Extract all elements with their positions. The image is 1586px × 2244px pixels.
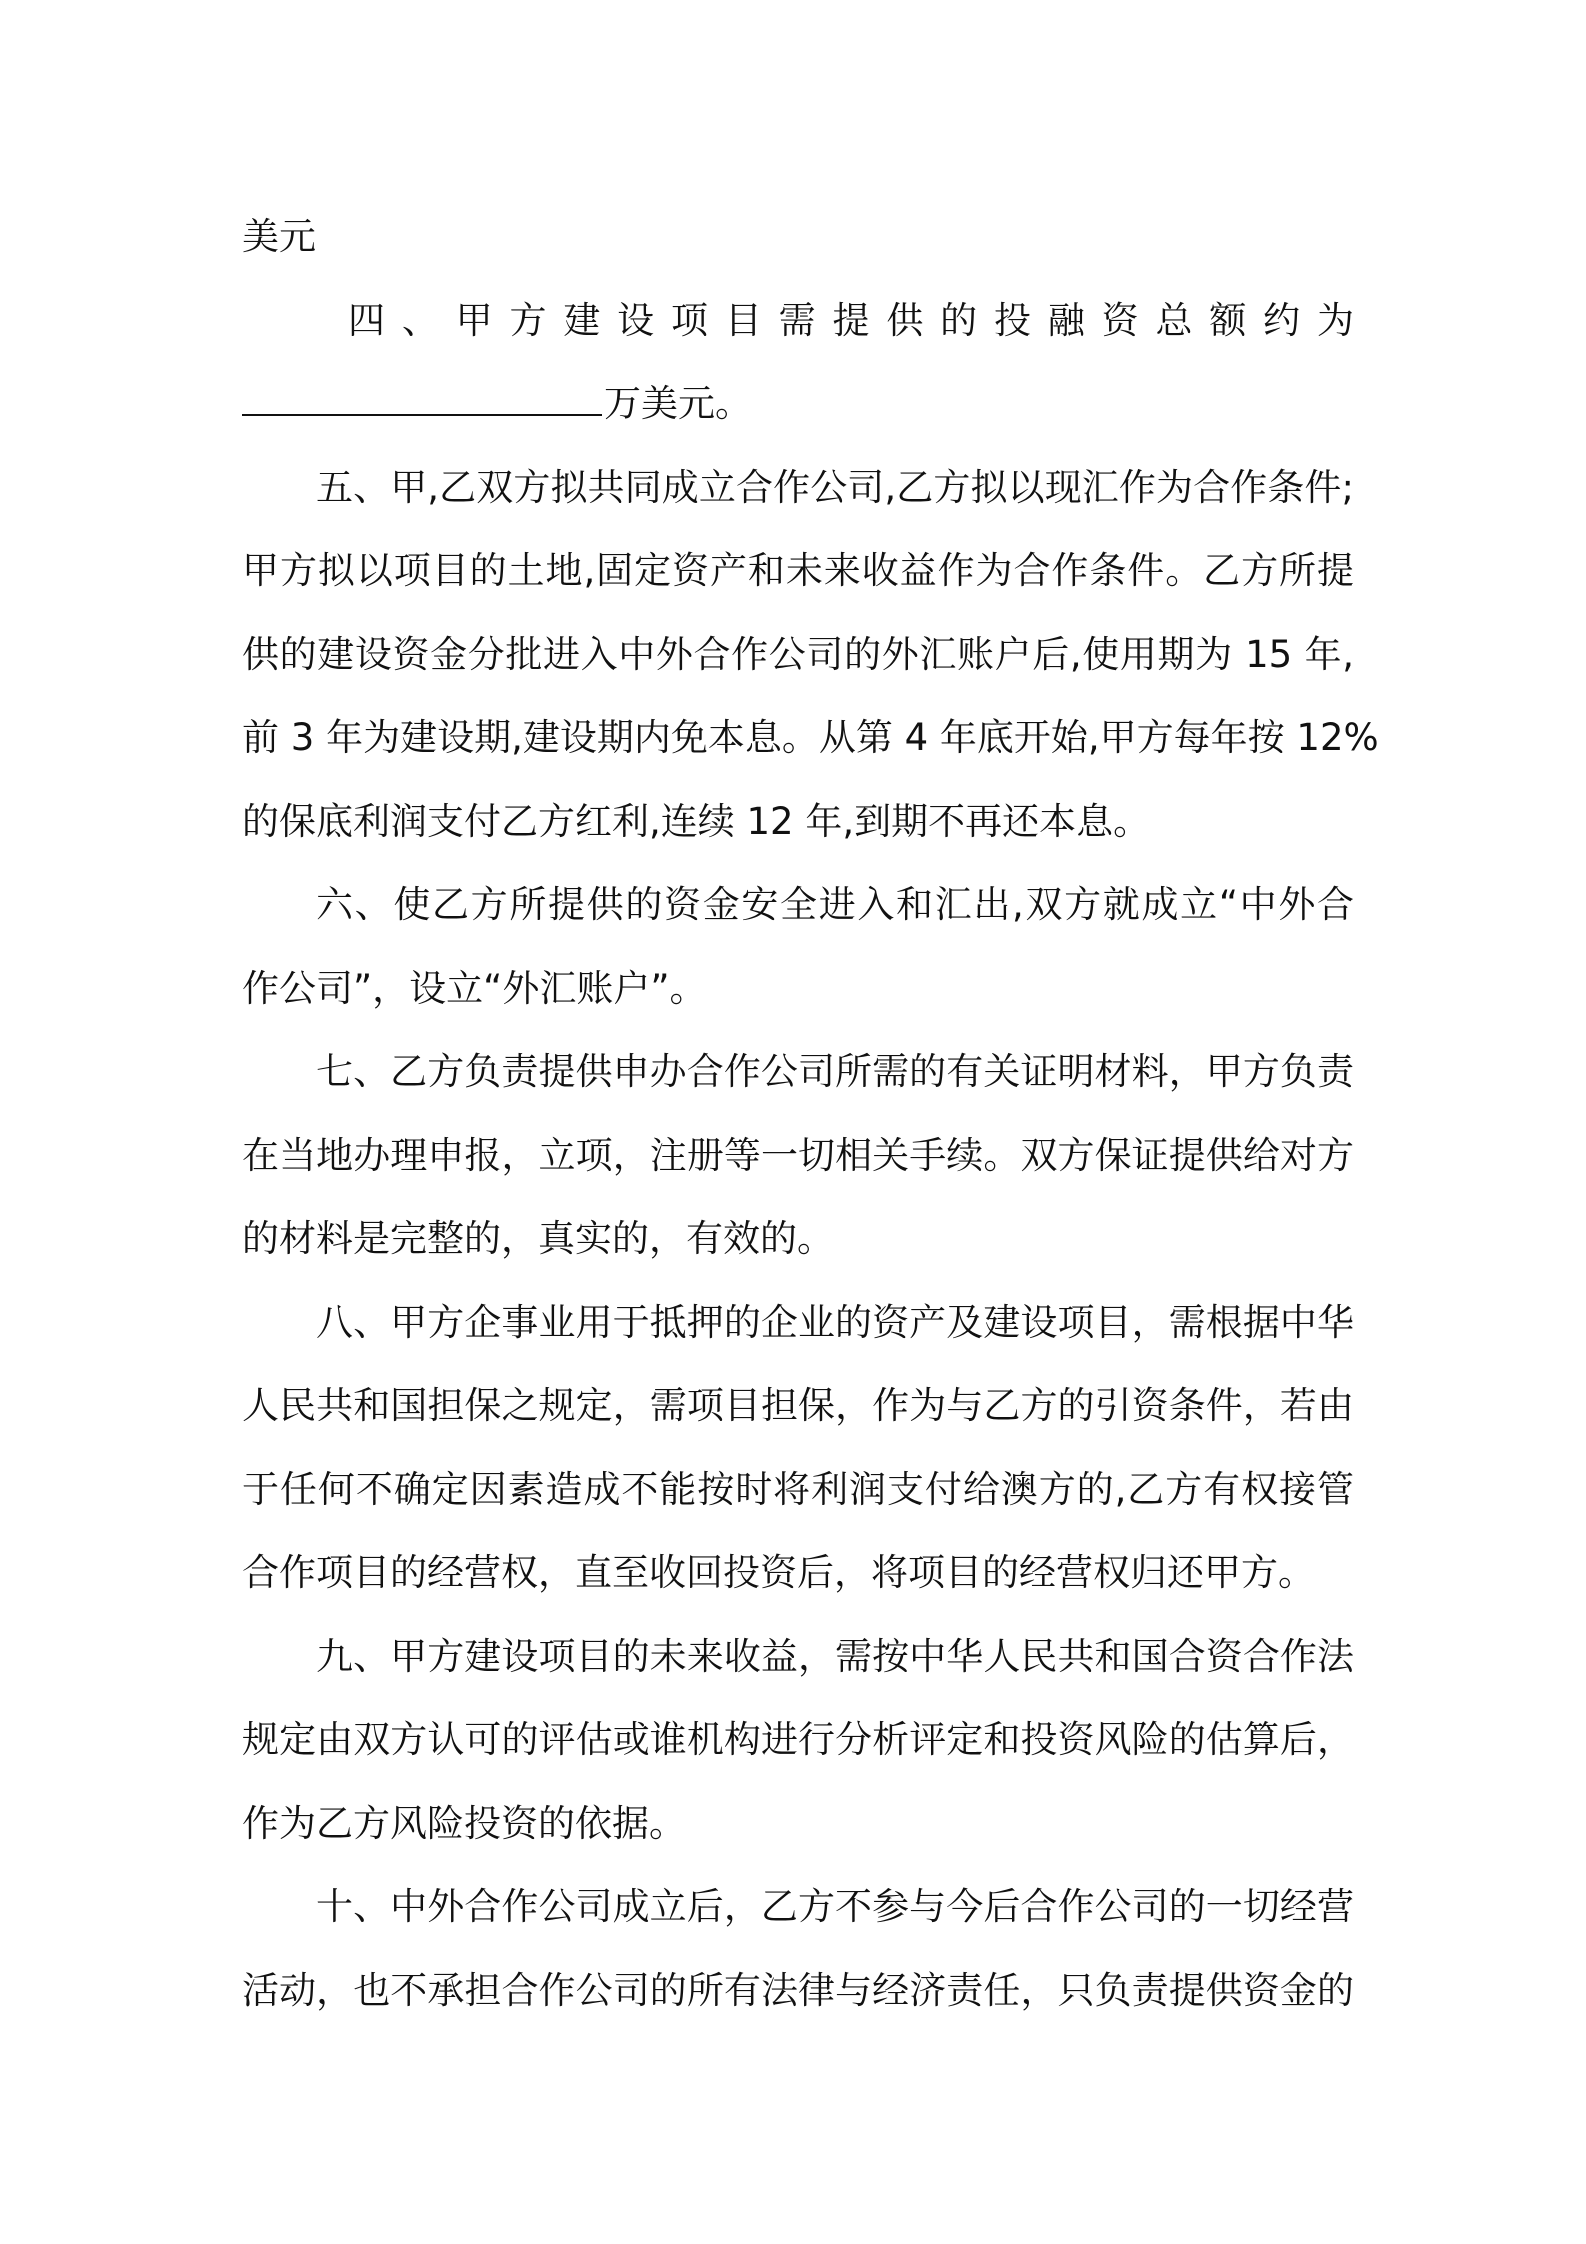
fill-in-blank [242,370,602,416]
clause-9-start: 九、甲方建设项目的未来收益，需按中华人民共和国合资合作法 [316,1634,1354,1678]
document-page [242,195,1379,2032]
clause-10-start: 十、中外合作公司成立后，乙方不参与今后合作公司的一切经营 [316,1885,1354,1928]
text-line: 于任何不确定因素造成不能按时将利润支付给澳方的,乙方有权接管 [242,1467,1354,1511]
text-line: 的保底利润支付乙方红利,连续 12 年,到期不再还本息。 [242,799,1151,843]
clause-7-start: 七、乙方负责提供申办合作公司所需的有关证明材料，甲方负责 [316,1050,1354,1093]
text-line: 作为乙方风险投资的依据。 [242,1801,686,1845]
clause-4-heading: 四 、 甲 方 建 设 项 目 需 提 供 的 投 融 资 总 额 约 为 [348,298,1354,342]
text-line: 甲方拟以项目的土地,固定资产和未来收益作为合作条件。乙方所提 [242,549,1354,592]
text-line: 作公司”，设立“外汇账户”。 [242,966,707,1010]
text-line: 活动，也不承担合作公司的所有法律与经济责任，只负责提供资金的 [242,1968,1354,2012]
text-line [242,362,1354,446]
text-line: 在当地办理申报，立项，注册等一切相关手续。双方保证提供给对方 [242,1133,1354,1177]
text-line: 前 3 年为建设期,建设期内免本息。从第 4 年底开始,甲方每年按 12% [242,716,1379,759]
text-line: 合作项目的经营权，直至收回投资后，将项目的经营权归还甲方。 [242,1551,1315,1594]
clause-5-start: 五、甲,乙双方拟共同成立合作公司,乙方拟以现汇作为合作条件; [316,465,1354,509]
amount-unit: 万美元。 [604,382,752,425]
clause-8-start: 八、甲方企事业用于抵押的企业的资产及建设项目，需根据中华 [316,1300,1354,1344]
text-line: 美元 [242,215,316,258]
text-line: 的材料是完整的，真实的，有效的。 [242,1217,834,1260]
text-line: 规定由双方认可的评估或谁机构进行分析评定和投资风险的估算后， [242,1718,1354,1761]
clause-6-start: 六、使乙方所提供的资金安全进入和汇出,双方就成立“中外合 [316,883,1354,926]
text-line: 人民共和国担保之规定，需项目担保，作为与乙方的引资条件，若由 [242,1384,1354,1427]
text-line: 供的建设资金分批进入中外合作公司的外汇账户后,使用期为 15 年, [242,632,1354,676]
